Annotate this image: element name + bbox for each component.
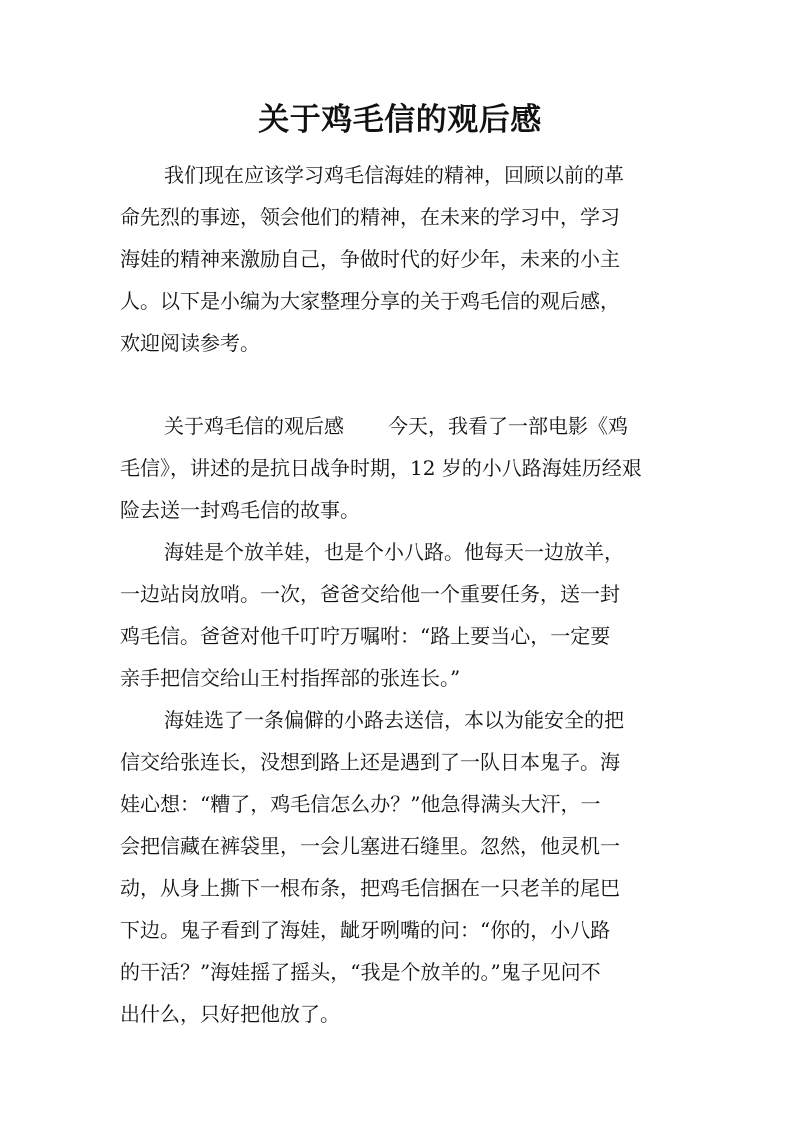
section-paragraph <box>120 405 642 531</box>
paragraph-line: 海娃是个放羊娃，也是个小八路。他每天一边放羊， <box>164 540 624 564</box>
paragraph-line: 海娃选了一条偏僻的小路去送信，本以为能安全的把 <box>164 708 624 732</box>
document-title: 关于鸡毛信的观后感 <box>258 102 542 138</box>
intro-line: 欢迎阅读参考。 <box>120 331 260 355</box>
paragraph-line: 出什么，只好把他放了。 <box>120 1002 340 1026</box>
section-heading: 关于鸡毛信的观后感 <box>164 414 344 438</box>
intro-line: 人。以下是小编为大家整理分享的关于鸡毛信的观后感， <box>120 289 620 313</box>
paragraph-line: 动，从身上撕下一根布条，把鸡毛信捆在一只老羊的尾巴 <box>120 876 620 900</box>
paragraph-line: 信交给张连长，没想到路上还是遇到了一队日本鬼子。海 <box>120 750 620 774</box>
paragraph-2 <box>120 531 624 699</box>
paragraph-line: 娃心想：“糟了，鸡毛信怎么办？”他急得满头大汗，一 <box>120 792 601 816</box>
section-line: 毛信》，讲述的是抗日战争时期，12 岁的小八路海娃历经艰 <box>120 456 642 480</box>
paragraph-line: 会把信藏在裤袋里，一会儿塞进石缝里。忽然，他灵机一 <box>120 834 620 858</box>
paragraph-3 <box>120 699 624 1035</box>
paragraph-line: 的干活？”海娃摇了摇头，“我是个放羊的。”鬼子见问不 <box>120 960 601 984</box>
paragraph-line: 下边。鬼子看到了海娃，龇牙咧嘴的问：“你的，小八路 <box>120 918 611 942</box>
section-first-line <box>120 405 642 447</box>
intro-line: 海娃的精神来激励自己，争做时代的好少年，未来的小主 <box>120 247 620 271</box>
section-line: 今天，我看了一部电影《鸡 <box>388 414 628 438</box>
intro-paragraph <box>120 154 624 364</box>
intro-line: 我们现在应该学习鸡毛信海娃的精神，回顾以前的革 <box>164 163 624 187</box>
paragraph-line: 一边站岗放哨。一次，爸爸交给他一个重要任务，送一封 <box>120 582 620 606</box>
paragraph-line: 鸡毛信。爸爸对他千叮咛万嘱咐：“路上要当心，一定要 <box>120 624 611 648</box>
intro-line: 命先烈的事迹，领会他们的精神，在未来的学习中，学习 <box>120 205 620 229</box>
paragraph-line: 亲手把信交给山王村指挥部的张连长。” <box>120 666 461 690</box>
section-line: 险去送一封鸡毛信的故事。 <box>120 498 360 522</box>
